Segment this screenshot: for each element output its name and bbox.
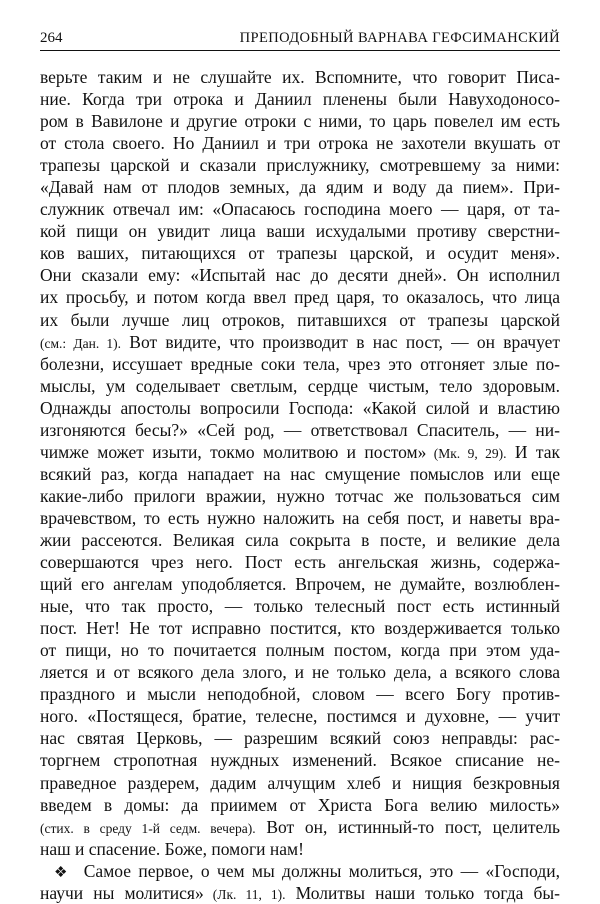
text-line	[40, 66, 560, 88]
line-text: жии рассеются. Великая сила сокрыта в посте, и великие дела	[40, 529, 560, 550]
text-line	[40, 419, 560, 441]
scripture-reference: (стих. в среду 1-й седм. вечера).	[40, 820, 256, 836]
line-text: нас святая Церковь, — разрешим всякий союз неправды: рас-	[40, 728, 560, 749]
text-line	[40, 331, 560, 353]
text-line	[40, 816, 560, 838]
line-text: какие-либо прилоги вражии, нужно тотчас же пользоваться сим	[40, 485, 560, 506]
line-text: ные, что так просто, — только телесный пост есть истинный	[40, 596, 560, 617]
line-text: ков ваших, питающихся от трапезы царской, и осудит меня».	[40, 243, 560, 264]
scripture-reference: (см.: Дан. 1).	[40, 335, 122, 351]
scripture-reference: (Лк. 11, 1).	[203, 886, 286, 902]
text-line	[40, 683, 560, 705]
text-line	[40, 353, 560, 375]
line-text: введем в домы: да приимем от Христа Бога велию милость»	[40, 794, 560, 815]
text-line	[40, 639, 560, 661]
text-line	[40, 264, 560, 286]
text-line	[40, 529, 560, 551]
line-text: всякий раз, когда нападает на нас смущение помыслов или еще	[40, 463, 560, 484]
line-text: ного. «Постящеся, братие, телесне, постимся и духовне, — учит	[40, 706, 560, 727]
line-text: изгоняются бесы?» «Сей род, — ответствовал Спаситель, — ни-	[40, 419, 560, 440]
line-text: «Давай нам от плодов земных, да ядим и воду да пием». При-	[40, 177, 560, 198]
line-text: ние. Когда три отрока и Даниил пленены были Навуходоносо-	[40, 89, 560, 110]
line-text: от пищи, но то почитается полным постом, когда при этом уда-	[40, 640, 560, 661]
line-text: врачевством, то есть нужно наложить на себя пост, и наветы вра-	[40, 507, 560, 528]
text-line	[40, 838, 560, 860]
text-line	[40, 617, 560, 639]
line-text: болезни, иссушает вредные соки тела, чрез это отгоняет злые по-	[40, 353, 560, 374]
running-title: ПРЕПОДОБНЫЙ ВАРНАВА ГЕФСИМАНСКИЙ	[239, 30, 560, 46]
text-line	[40, 794, 560, 816]
text-line	[40, 242, 560, 264]
line-text-continuation: Молитвы наши только тогда бы-	[285, 882, 560, 903]
text-line	[40, 463, 560, 485]
text-line	[40, 860, 560, 882]
line-text: торгнем стропотная нуждных изменений. Всякое списание не-	[40, 750, 560, 771]
line-text: совершаются чрез него. Пост есть ангельская жизнь, содержа-	[40, 552, 560, 573]
line-text: Вот он, истинный-то пост, целитель	[255, 816, 560, 837]
line-text: Самое первое, о чем мы должны молиться, это — «Господи,	[76, 860, 560, 881]
line-text: ром в Вавилоне и другие отроки с ними, то царь повелел им есть	[40, 111, 560, 132]
line-text: их просьбу, и потом когда ввел пред царя, то оказалось, что лица	[40, 287, 560, 308]
line-text: Однажды апостолы вопросили Господа: «Какой силой и властию	[40, 397, 560, 418]
text-line	[40, 573, 560, 595]
text-line	[40, 220, 560, 242]
line-text: кой пищи он увидит лица ваши исхудалыми противу сверстни-	[40, 221, 560, 242]
line-text: служник отвечал им: «Опасаюсь господина моего — царя, от та-	[40, 199, 560, 220]
page-number: 264	[40, 30, 63, 46]
text-line	[40, 375, 560, 397]
bullet-icon: ❖	[54, 864, 71, 881]
text-line	[40, 198, 560, 220]
line-text: праздного и мысли неподобной, словом — всего Богу против-	[40, 684, 560, 705]
line-text: щий его ангелам уподобляется. Впрочем, не думайте, возлюблен-	[40, 574, 560, 595]
text-line	[40, 485, 560, 507]
text-line	[40, 154, 560, 176]
text-line	[40, 507, 560, 529]
line-text: чимже может изыти, токмо молитвою и постом»	[40, 441, 427, 462]
line-text: трапезы царской и сказали прислужнику, смотревшему за ними:	[40, 155, 560, 176]
page-header	[40, 28, 560, 51]
text-line	[40, 727, 560, 749]
text-line	[40, 286, 560, 308]
line-text: верьте таким и не слушайте их. Вспомните, что говорит Писа-	[40, 67, 560, 87]
line-text: мыслы, ум соделывает светлым, сердце чистым, тело здоровым.	[40, 375, 560, 396]
body-text	[40, 66, 560, 904]
line-text: от стола своего. Но Даниил и три отрока не захотели вкушать от	[40, 133, 560, 154]
line-text-continuation: И так	[506, 441, 560, 462]
line-text: Они сказали ему: «Испытай нас до десяти дней». Он исполнил	[40, 265, 560, 286]
text-line	[40, 772, 560, 794]
text-line	[40, 397, 560, 419]
text-line	[40, 882, 560, 904]
text-line	[40, 309, 560, 331]
line-text: научи ны молитися»	[40, 882, 204, 903]
line-text: ляется и от всякого дела злого, и не только дела, а всякого слова	[40, 662, 560, 683]
scripture-reference: (Мк. 9, 29).	[426, 445, 507, 461]
text-line	[40, 749, 560, 771]
text-line	[40, 551, 560, 573]
text-line	[40, 441, 560, 463]
text-line	[40, 132, 560, 154]
text-line	[40, 595, 560, 617]
text-line	[40, 176, 560, 198]
line-text: праведное раздерем, дадим алчущим хлеб и нищия безкровныя	[40, 772, 560, 793]
text-line	[40, 661, 560, 683]
line-text: их были лучше лиц отроков, питавшихся от трапезы царской	[40, 309, 560, 330]
line-text: наш и спасение. Боже, помоги нам!	[40, 838, 304, 859]
text-line	[40, 110, 560, 132]
line-text: пост. Нет! Не тот исправно постится, кто воздерживается только	[40, 618, 560, 639]
text-line	[40, 88, 560, 110]
text-line	[40, 705, 560, 727]
line-text: Вот видите, что производит в нас пост, — он врачует	[121, 331, 560, 352]
